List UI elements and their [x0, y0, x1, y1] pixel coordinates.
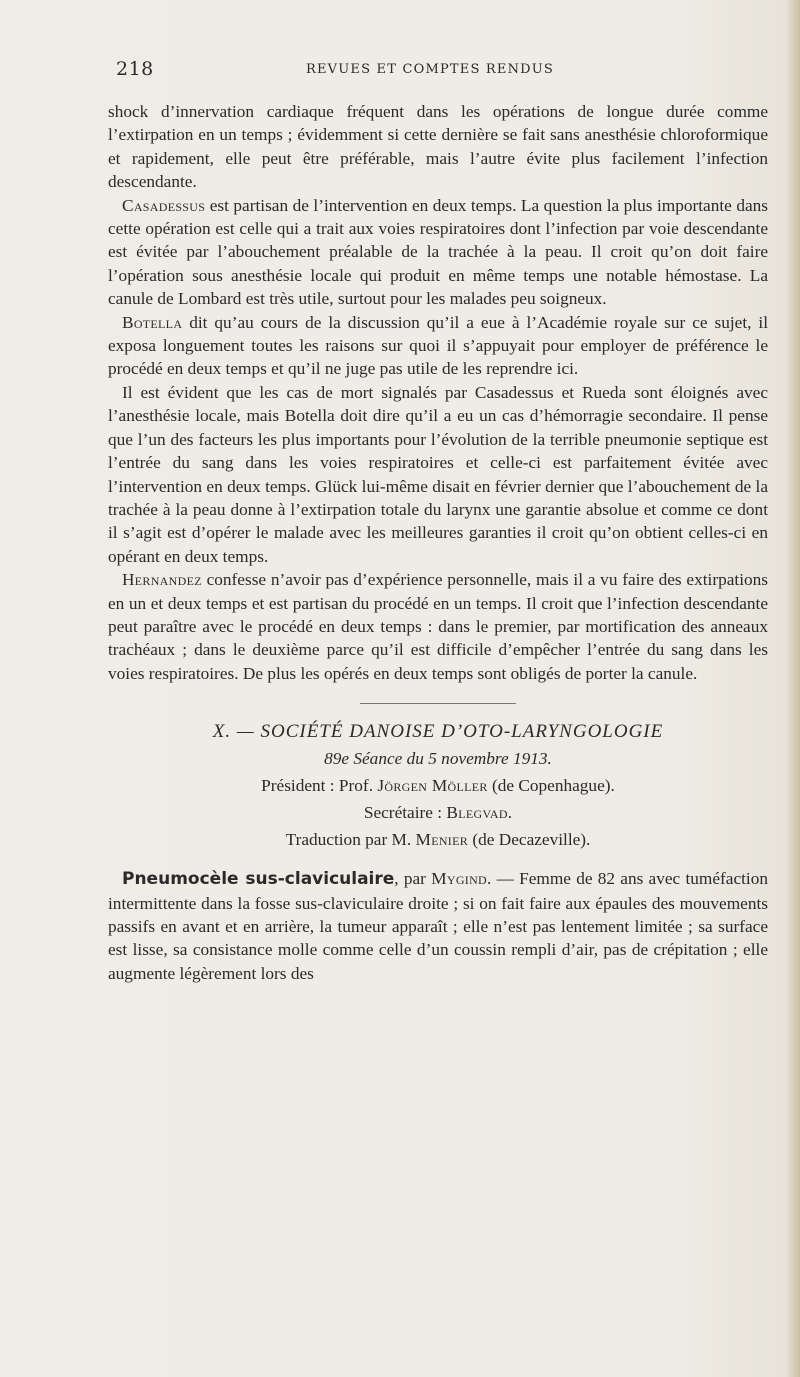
- page-body: [108, 100, 768, 985]
- paragraph-hernandez: [108, 568, 768, 685]
- page-number: 218: [116, 58, 154, 80]
- president-place: (de Copenhague).: [487, 776, 615, 796]
- section-title: X. — SOCIÉTÉ DANOISE D’OTO-LARYNGOLOGIE: [212, 721, 664, 743]
- speaker-name: Casadessus: [122, 195, 206, 215]
- president-name: Jörgen Möller: [377, 776, 488, 796]
- paragraph-botella: [108, 311, 768, 381]
- translation-place: (de Decazeville).: [468, 830, 591, 850]
- secretary-name: Blegvad: [446, 803, 508, 823]
- speaker-name: Hernandez: [122, 570, 202, 590]
- paragraph-casadessus: [108, 194, 768, 311]
- section-heading-block: [108, 718, 768, 853]
- article-by: , par: [394, 869, 432, 889]
- spacer: [108, 853, 768, 867]
- article-title: Pneumocèle sus-claviculaire: [122, 869, 395, 890]
- article-text: . — Femme de 82 ans avec tuméfaction intermittente dans la fosse sus-claviculaire droite ; si on fait faire aux épaules des mouvements passifs en avant et en arrière, la tumeur apparaît ; elle n’est pas lentement limitée ; sa surface est lisse, sa consistance molle comme celle d’un coussin rempli d’air, pas de crépitation ; elle augmente légèrement lors des: [108, 869, 768, 983]
- session-line: 89e Séance du 5 novembre 1913.: [324, 749, 552, 769]
- translation-line: [108, 826, 768, 853]
- paragraph-text: dit qu’au cours de la discussion qu’il a eue à l’Académie royale sur ce sujet, il exposa longuement toutes les raisons sur quoi il s’appuyait pour employer de préférence le procédé en deux temps et qu’il ne juge pas utile de les reprendre ici.: [108, 312, 768, 379]
- translation-label: Traduction par M.: [285, 830, 416, 850]
- paragraph-text: confesse n’avoir pas d’expérience personnelle, mais il a vu faire des extirpations en un et deux temps et est partisan du procédé en un temps. Il croit que l’infection descendante peut paraître avec le procédé en deux temps : dans le premier, par mortification des anneaux trachéaux ; dans le deuxième parce qu’il est difficile d’empêcher l’entrée du sang dans les voies respiratoires. De plus les opérés en deux temps sont obligés de porter la canule.: [108, 570, 768, 683]
- paragraph-4: Il est évident que les cas de mort signalés par Casadessus et Rueda sont éloignés avec l’anesthésie locale, mais Botella doit dire qu’il a eu un cas d’hémorragie secondaire. Il pense que l’un des facteurs les plus importants pour l’évolution de la terrible pneumonie septique est l’entrée du sang dans les voies respiratoires et celle-ci est parfaitement évitée avec l’intervention en deux temps. Glück lui-même disait en février dernier que l’abouchement de la trachée à la peau donne à l’extirpation totale du larynx une garantie absolue et comme ce dont il s’agit est d’opérer le malade avec les meilleures garanties il croit qu’on obtient celles-ci en opérant en deux temps.: [108, 382, 768, 566]
- paragraph-text: est partisan de l’intervention en deux temps. La question la plus importante dans cette opération est celle qui a trait aux voies respiratoires dont l’infection par voie descendante est évitée par l’abouchement préalable de la trachée à la peau. Il croit qu’on doit faire l’opération sous anesthésie locale qui produit en même temps une notable hémostase. La canule de Lombard est très utile, surtout pour les malades peu soigneux.: [108, 195, 768, 309]
- section-divider: [360, 703, 516, 704]
- secretary-label: Secrétaire :: [363, 803, 447, 823]
- president-label: Président : Prof.: [261, 776, 378, 796]
- page-edge-shadow: [786, 0, 800, 1377]
- page-header: [108, 58, 688, 88]
- president-line: [108, 772, 768, 799]
- secretary-end: .: [507, 803, 513, 823]
- secretary-line: [108, 799, 768, 826]
- paragraph-1: shock d’innervation cardiaque fréquent dans les opérations de longue durée comme l’extirpation en un temps ; évidemment si cette dernière se fait sans anesthésie chloroformique et rapidement, elle peut être préférable, mais l’autre évite plus facilement l’infection descendante.: [108, 102, 768, 192]
- article-author: Mygind: [431, 869, 488, 889]
- speaker-name: Botella: [122, 312, 183, 332]
- translator-name: Menier: [415, 830, 469, 850]
- article-paragraph: [108, 867, 768, 985]
- running-title: REVUES ET COMPTES RENDUS: [306, 62, 555, 77]
